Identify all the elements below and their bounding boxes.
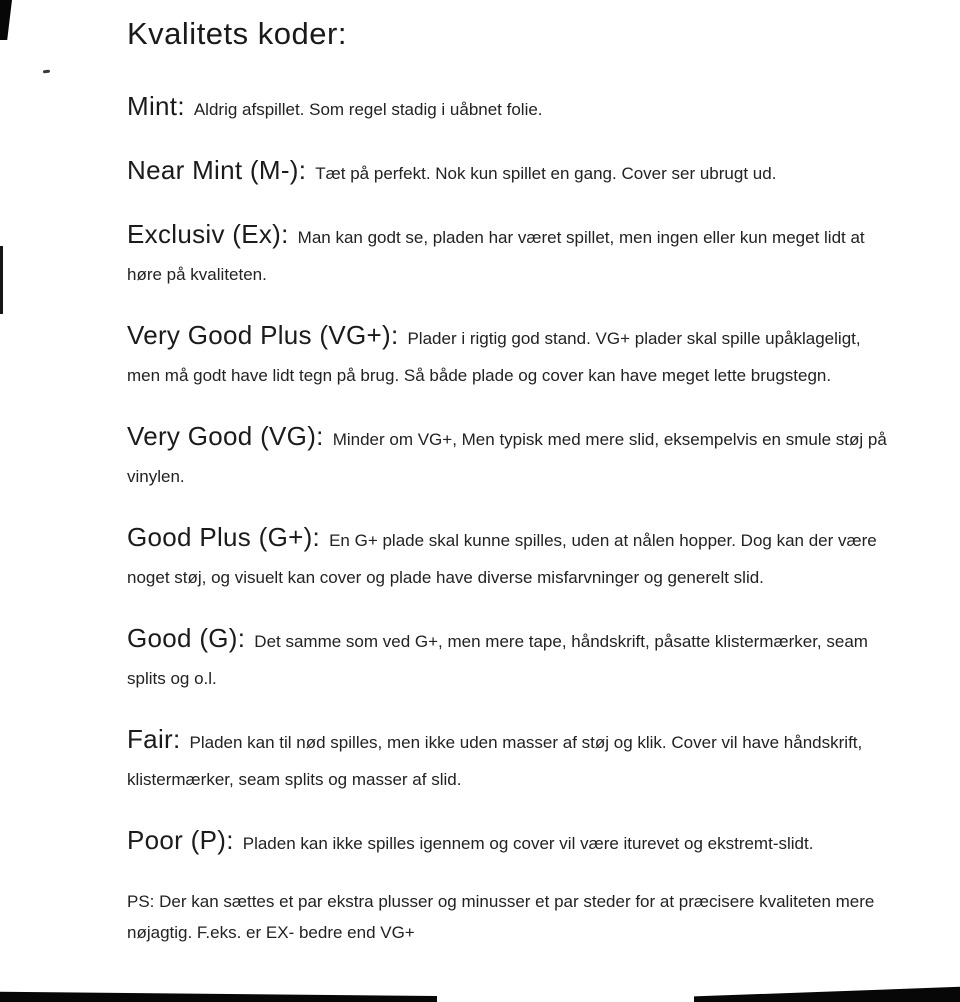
grade-entry (127, 216, 888, 293)
grade-description: Det samme som ved G+, men mere tape, håndskrift, påsatte klistermærker, seam splits og o.l. (127, 632, 868, 688)
grade-list (127, 88, 888, 862)
grade-term: Very Good (VG): (127, 421, 324, 451)
scan-artifact-bottom-left (0, 990, 437, 1002)
grade-description: Tæt på perfekt. Nok kun spillet en gang. Cover ser ubrugt ud. (315, 164, 777, 183)
grade-description: Aldrig afspillet. Som regel stadig i uåbnet folie. (193, 100, 543, 119)
scan-artifact-left-line (0, 246, 3, 314)
grade-entry (127, 519, 888, 596)
page-title: Kvalitets koder: (127, 16, 347, 51)
grade-term: Near Mint (M-): (127, 155, 307, 185)
grade-entry (127, 152, 888, 192)
grade-entry (127, 317, 888, 394)
grade-entry (127, 822, 888, 862)
scan-artifact-bottom-right (694, 986, 960, 1002)
grade-entry (127, 721, 888, 798)
grade-term: Mint: (127, 91, 185, 121)
grade-term: Poor (P): (127, 825, 234, 855)
grade-term: Good (G): (127, 623, 246, 653)
grade-description: Minder om VG+, Men typisk med mere slid, eksempelvis en smule støj på vinylen. (127, 430, 887, 486)
grade-description: Pladen kan ikke spilles igennem og cover vil være iturevet og ekstremt-slidt. (242, 834, 814, 853)
grade-term: Exclusiv (Ex): (127, 219, 289, 249)
grade-entry (127, 418, 888, 495)
grade-term: Fair: (127, 724, 181, 754)
ps-note: PS: Der kan sættes et par ekstra plusser og minusser et par steder for at præcisere kvaliteten mere nøjagtig. F.eks. er EX- bedre end VG+ (127, 892, 875, 942)
grade-description: Man kan godt se, pladen har været spillet, men ingen eller kun meget lidt at høre på kvaliteten. (127, 228, 865, 284)
grade-description: Plader i rigtig god stand. VG+ plader skal spille upåklageligt, men må godt have lidt tegn på brug. Så både plade og cover kan have meget lette brugstegn. (127, 329, 861, 385)
grade-entry (127, 88, 888, 128)
grade-description: En G+ plade skal kunne spilles, uden at nålen hopper. Dog kan der være noget støj, og visuelt kan cover og plade have diverse misfarvninger og generelt slid. (127, 531, 877, 587)
grade-description: Pladen kan til nød spilles, men ikke uden masser af støj og klik. Cover vil have håndskrift, klistermærker, seam splits og masser af slid. (127, 733, 863, 789)
grade-term: Good Plus (G+): (127, 522, 321, 552)
grade-term: Very Good Plus (VG+): (127, 320, 399, 350)
grade-entry (127, 620, 888, 697)
